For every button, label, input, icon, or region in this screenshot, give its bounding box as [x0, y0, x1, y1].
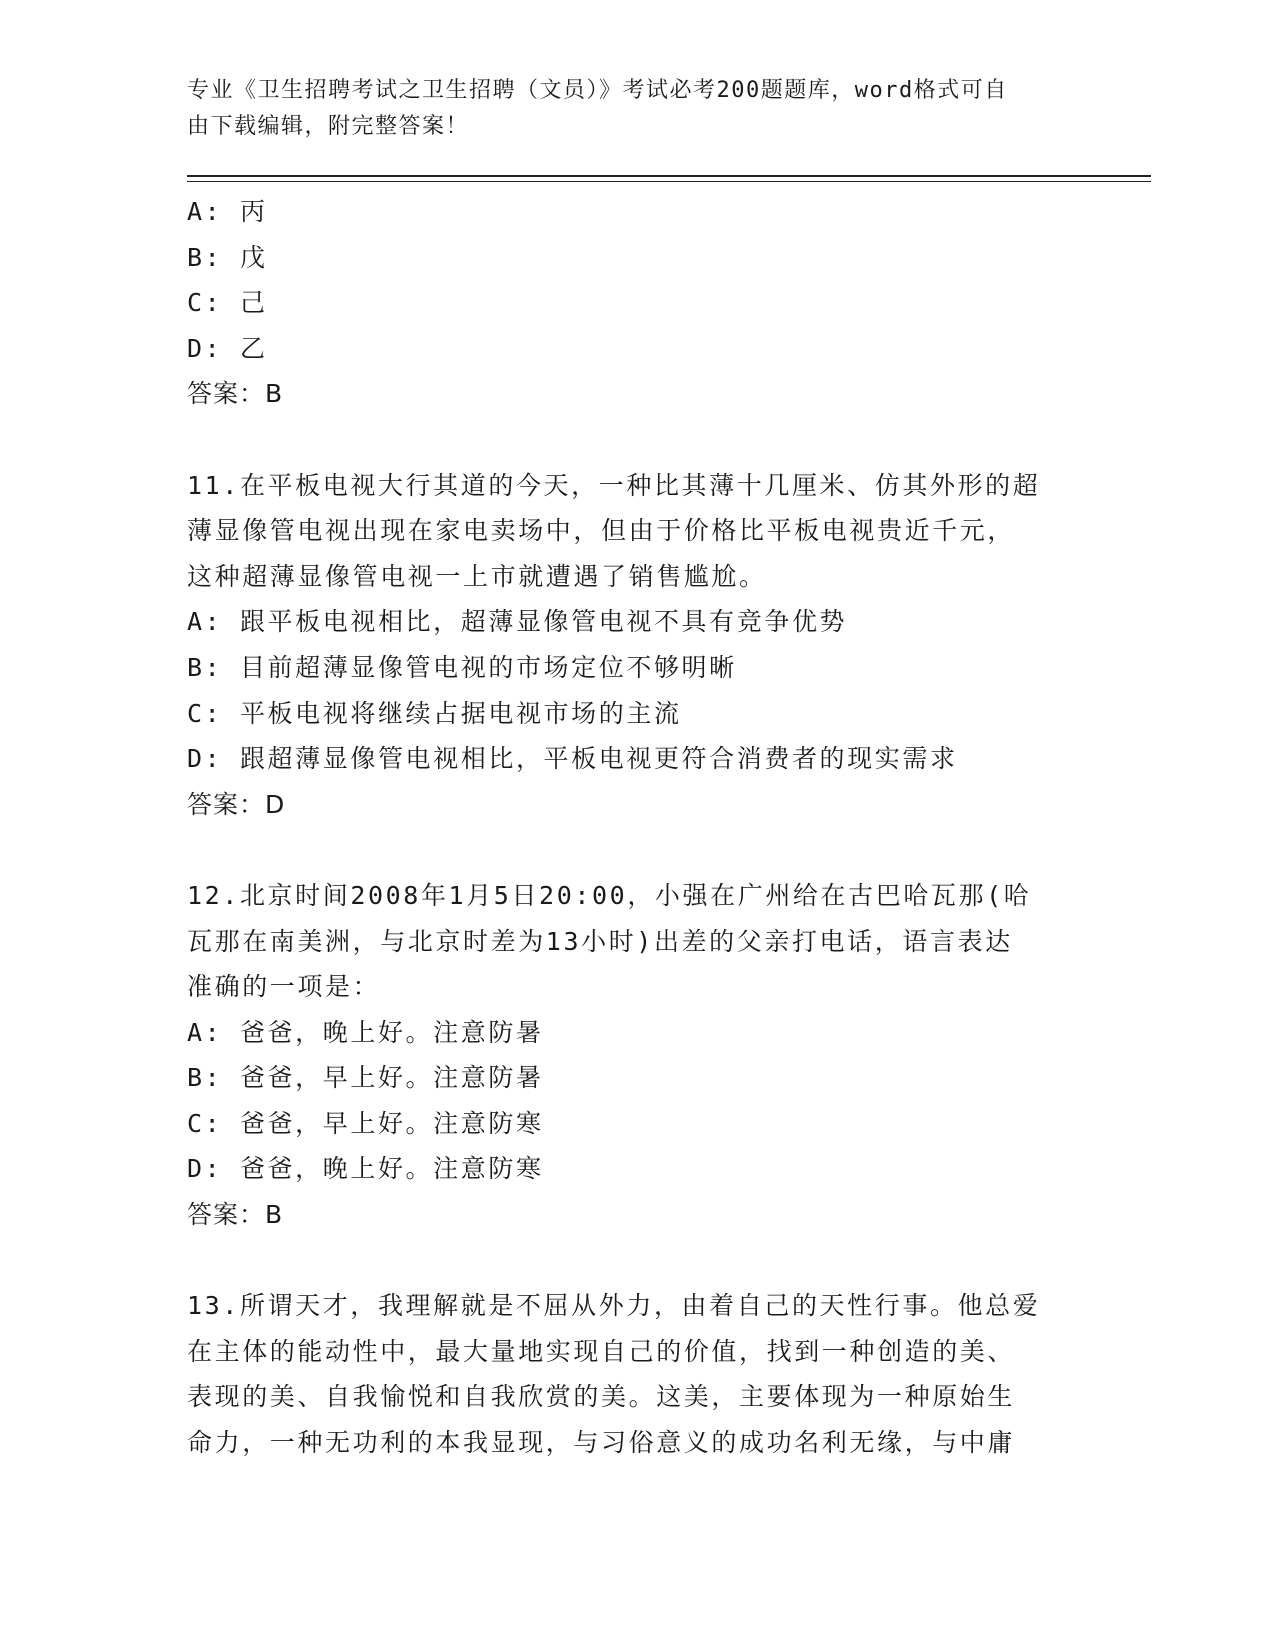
question-12 — [187, 873, 1087, 1238]
option-c: C: 己 — [187, 288, 268, 318]
question-stem-line: 在主体的能动性中，最大量地实现自己的价值，找到一种创造的美、 — [187, 1336, 1016, 1366]
answer-line: 答案：D — [187, 789, 286, 819]
option-c: C: 平板电视将继续占据电视市场的主流 — [187, 698, 682, 728]
spacer — [187, 1238, 1087, 1284]
spacer — [187, 827, 1087, 873]
option-d: D: 爸爸，晚上好。注意防寒 — [187, 1154, 544, 1184]
question-stem-line: 命力，一种无功利的本我显现，与习俗意义的成功名利无缘，与中庸 — [187, 1428, 1016, 1458]
question-13 — [187, 1283, 1087, 1465]
header-line-1: 专业《卫生招聘考试之卫生招聘（文员）》考试必考200题题库，word格式可自 — [187, 78, 1008, 103]
question-10 — [187, 189, 1087, 417]
option-d: D: 乙 — [187, 333, 268, 363]
header-rule-thick — [187, 175, 1151, 177]
option-b: B: 爸爸，早上好。注意防暑 — [187, 1063, 544, 1093]
document-header — [187, 73, 1067, 145]
header-rule-thin — [187, 181, 1151, 182]
document-body — [187, 189, 1087, 1466]
option-a: A: 跟平板电视相比，超薄显像管电视不具有竞争优势 — [187, 607, 848, 637]
option-b: B: 戊 — [187, 242, 268, 272]
question-stem-line: 13.所谓天才，我理解就是不屈从外力，由着自己的天性行事。他总爱 — [187, 1291, 1041, 1321]
header-line-2: 由下载编辑，附完整答案！ — [187, 114, 470, 139]
option-d: D: 跟超薄显像管电视相比，平板电视更符合消费者的现实需求 — [187, 744, 958, 774]
question-stem-line: 11.在平板电视大行其道的今天，一种比其薄十几厘米、仿其外形的超 — [187, 470, 1041, 500]
question-stem-line: 表现的美、自我愉悦和自我欣赏的美。这美，主要体现为一种原始生 — [187, 1382, 1016, 1412]
option-a: A: 丙 — [187, 197, 268, 226]
question-stem-line: 这种超薄显像管电视一上市就遭遇了销售尴尬。 — [187, 561, 767, 591]
option-b: B: 目前超薄显像管电视的市场定位不够明晰 — [187, 652, 737, 682]
answer-line: 答案：B — [187, 379, 284, 409]
question-stem-line: 瓦那在南美洲，与北京时差为13小时)出差的父亲打电话，语言表达 — [187, 926, 1013, 956]
spacer — [187, 417, 1087, 463]
option-a: A: 爸爸，晚上好。注意防暑 — [187, 1017, 544, 1047]
question-stem-line: 12.北京时间2008年1月5日20:00，小强在广州给在古巴哈瓦那(哈 — [187, 880, 1032, 910]
option-c: C: 爸爸，早上好。注意防寒 — [187, 1108, 544, 1138]
question-stem-line: 准确的一项是： — [187, 972, 381, 1002]
question-11 — [187, 463, 1087, 828]
answer-line: 答案：B — [187, 1200, 284, 1230]
question-stem-line: 薄显像管电视出现在家电卖场中，但由于价格比平板电视贵近千元， — [187, 516, 1016, 546]
